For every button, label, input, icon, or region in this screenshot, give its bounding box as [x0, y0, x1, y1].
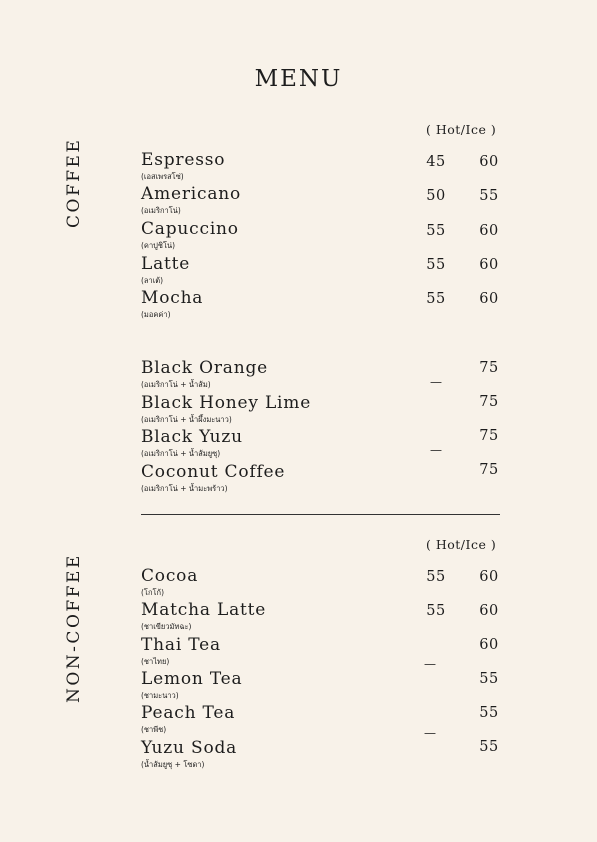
noncoffee-section-label: NON-COFFEE	[64, 553, 84, 703]
price-hot-unavailable: —	[430, 443, 442, 457]
price-ice: 60	[479, 569, 499, 585]
item-name: Espresso	[141, 150, 226, 170]
price-ice: 60	[479, 154, 499, 170]
item-name: Latte	[141, 254, 191, 274]
menu-item-thai-tea	[141, 635, 221, 667]
item-name: Coconut Coffee	[141, 462, 286, 482]
item-thai-name: (มอคค่า)	[141, 310, 171, 319]
price-hot: 50	[426, 188, 446, 204]
price-hot: 55	[426, 223, 446, 239]
menu-item-matcha-latte	[141, 600, 266, 632]
item-name: Americano	[141, 184, 242, 204]
item-name: Thai Tea	[141, 635, 221, 655]
item-name: Black Honey Lime	[141, 393, 312, 413]
item-thai-name: (อเมริกาโน่ + น้ำผึ้งมะนาว)	[141, 415, 232, 424]
price-ice: 60	[479, 223, 499, 239]
price-hot-unavailable: —	[424, 657, 436, 671]
item-name: Matcha Latte	[141, 600, 267, 620]
item-name: Capuccino	[141, 219, 239, 239]
price-hot: 55	[426, 569, 446, 585]
noncoffee-price-header: ( Hot/Ice )	[426, 537, 497, 552]
coffee-section-label: COFFEE	[64, 137, 84, 228]
item-thai-name: (คาปูชิโน่)	[141, 241, 176, 250]
price-hot: 55	[426, 257, 446, 273]
price-ice: 75	[479, 462, 499, 478]
item-thai-name: (ชามะนาว)	[141, 691, 179, 700]
item-thai-name: (อเมริกาโน่ + น้ำส้ม)	[141, 380, 211, 389]
item-thai-name: (เอสเพรสโซ่)	[141, 172, 184, 181]
menu-item-latte	[141, 254, 190, 286]
menu-item-peach-tea	[141, 703, 235, 735]
menu-item-mocha	[141, 288, 203, 320]
item-thai-name: (โกโก้)	[141, 588, 164, 597]
menu-title: MENU	[254, 66, 343, 92]
item-name: Peach Tea	[141, 703, 236, 723]
price-ice: 75	[479, 394, 499, 410]
item-name: Yuzu Soda	[141, 738, 238, 758]
price-ice: 55	[479, 671, 499, 687]
item-name: Mocha	[141, 288, 204, 308]
price-ice: 60	[479, 291, 499, 307]
item-name: Cocoa	[141, 566, 199, 586]
coffee-price-header: ( Hot/Ice )	[426, 122, 497, 137]
price-hot-unavailable: —	[424, 726, 436, 740]
price-ice: 55	[479, 705, 499, 721]
price-hot: 55	[426, 291, 446, 307]
price-ice: 55	[479, 739, 499, 755]
price-ice: 60	[479, 257, 499, 273]
price-ice: 75	[479, 360, 499, 376]
price-ice: 60	[479, 637, 499, 653]
menu-item-capuccino	[141, 219, 239, 251]
item-thai-name: (ชาพีช)	[141, 725, 167, 734]
item-thai-name: (ชาไทย)	[141, 657, 170, 666]
item-name: Lemon Tea	[141, 669, 243, 689]
menu-item-yuzu-soda	[141, 738, 237, 770]
menu-item-black-yuzu	[141, 427, 243, 459]
item-name: Black Orange	[141, 358, 268, 378]
item-thai-name: (ชาเขียวมัทฉะ)	[141, 622, 192, 631]
menu-item-cocoa	[141, 566, 198, 598]
item-thai-name: (อเมริกาโน่)	[141, 206, 181, 215]
item-thai-name: (ลาเต้)	[141, 276, 164, 285]
menu-item-coconut-coffee	[141, 462, 285, 494]
section-divider	[141, 514, 500, 515]
menu-item-lemon-tea	[141, 669, 242, 701]
price-ice: 60	[479, 603, 499, 619]
menu-item-americano	[141, 184, 241, 216]
price-hot-unavailable: —	[430, 375, 442, 389]
item-thai-name: (อเมริกาโน่ + น้ำมะพร้าว)	[141, 484, 228, 493]
price-hot: 45	[426, 154, 446, 170]
price-hot: 55	[426, 603, 446, 619]
menu-item-black-orange	[141, 358, 268, 390]
menu-item-espresso	[141, 150, 225, 182]
menu-item-black-honey-lime	[141, 393, 311, 425]
price-ice: 55	[479, 188, 499, 204]
item-thai-name: (อเมริกาโน่ + น้ำส้มยูซุ)	[141, 449, 221, 458]
item-thai-name: (น้ำส้มยูซุ + โซดา)	[141, 760, 205, 769]
item-name: Black Yuzu	[141, 427, 243, 447]
price-ice: 75	[479, 428, 499, 444]
